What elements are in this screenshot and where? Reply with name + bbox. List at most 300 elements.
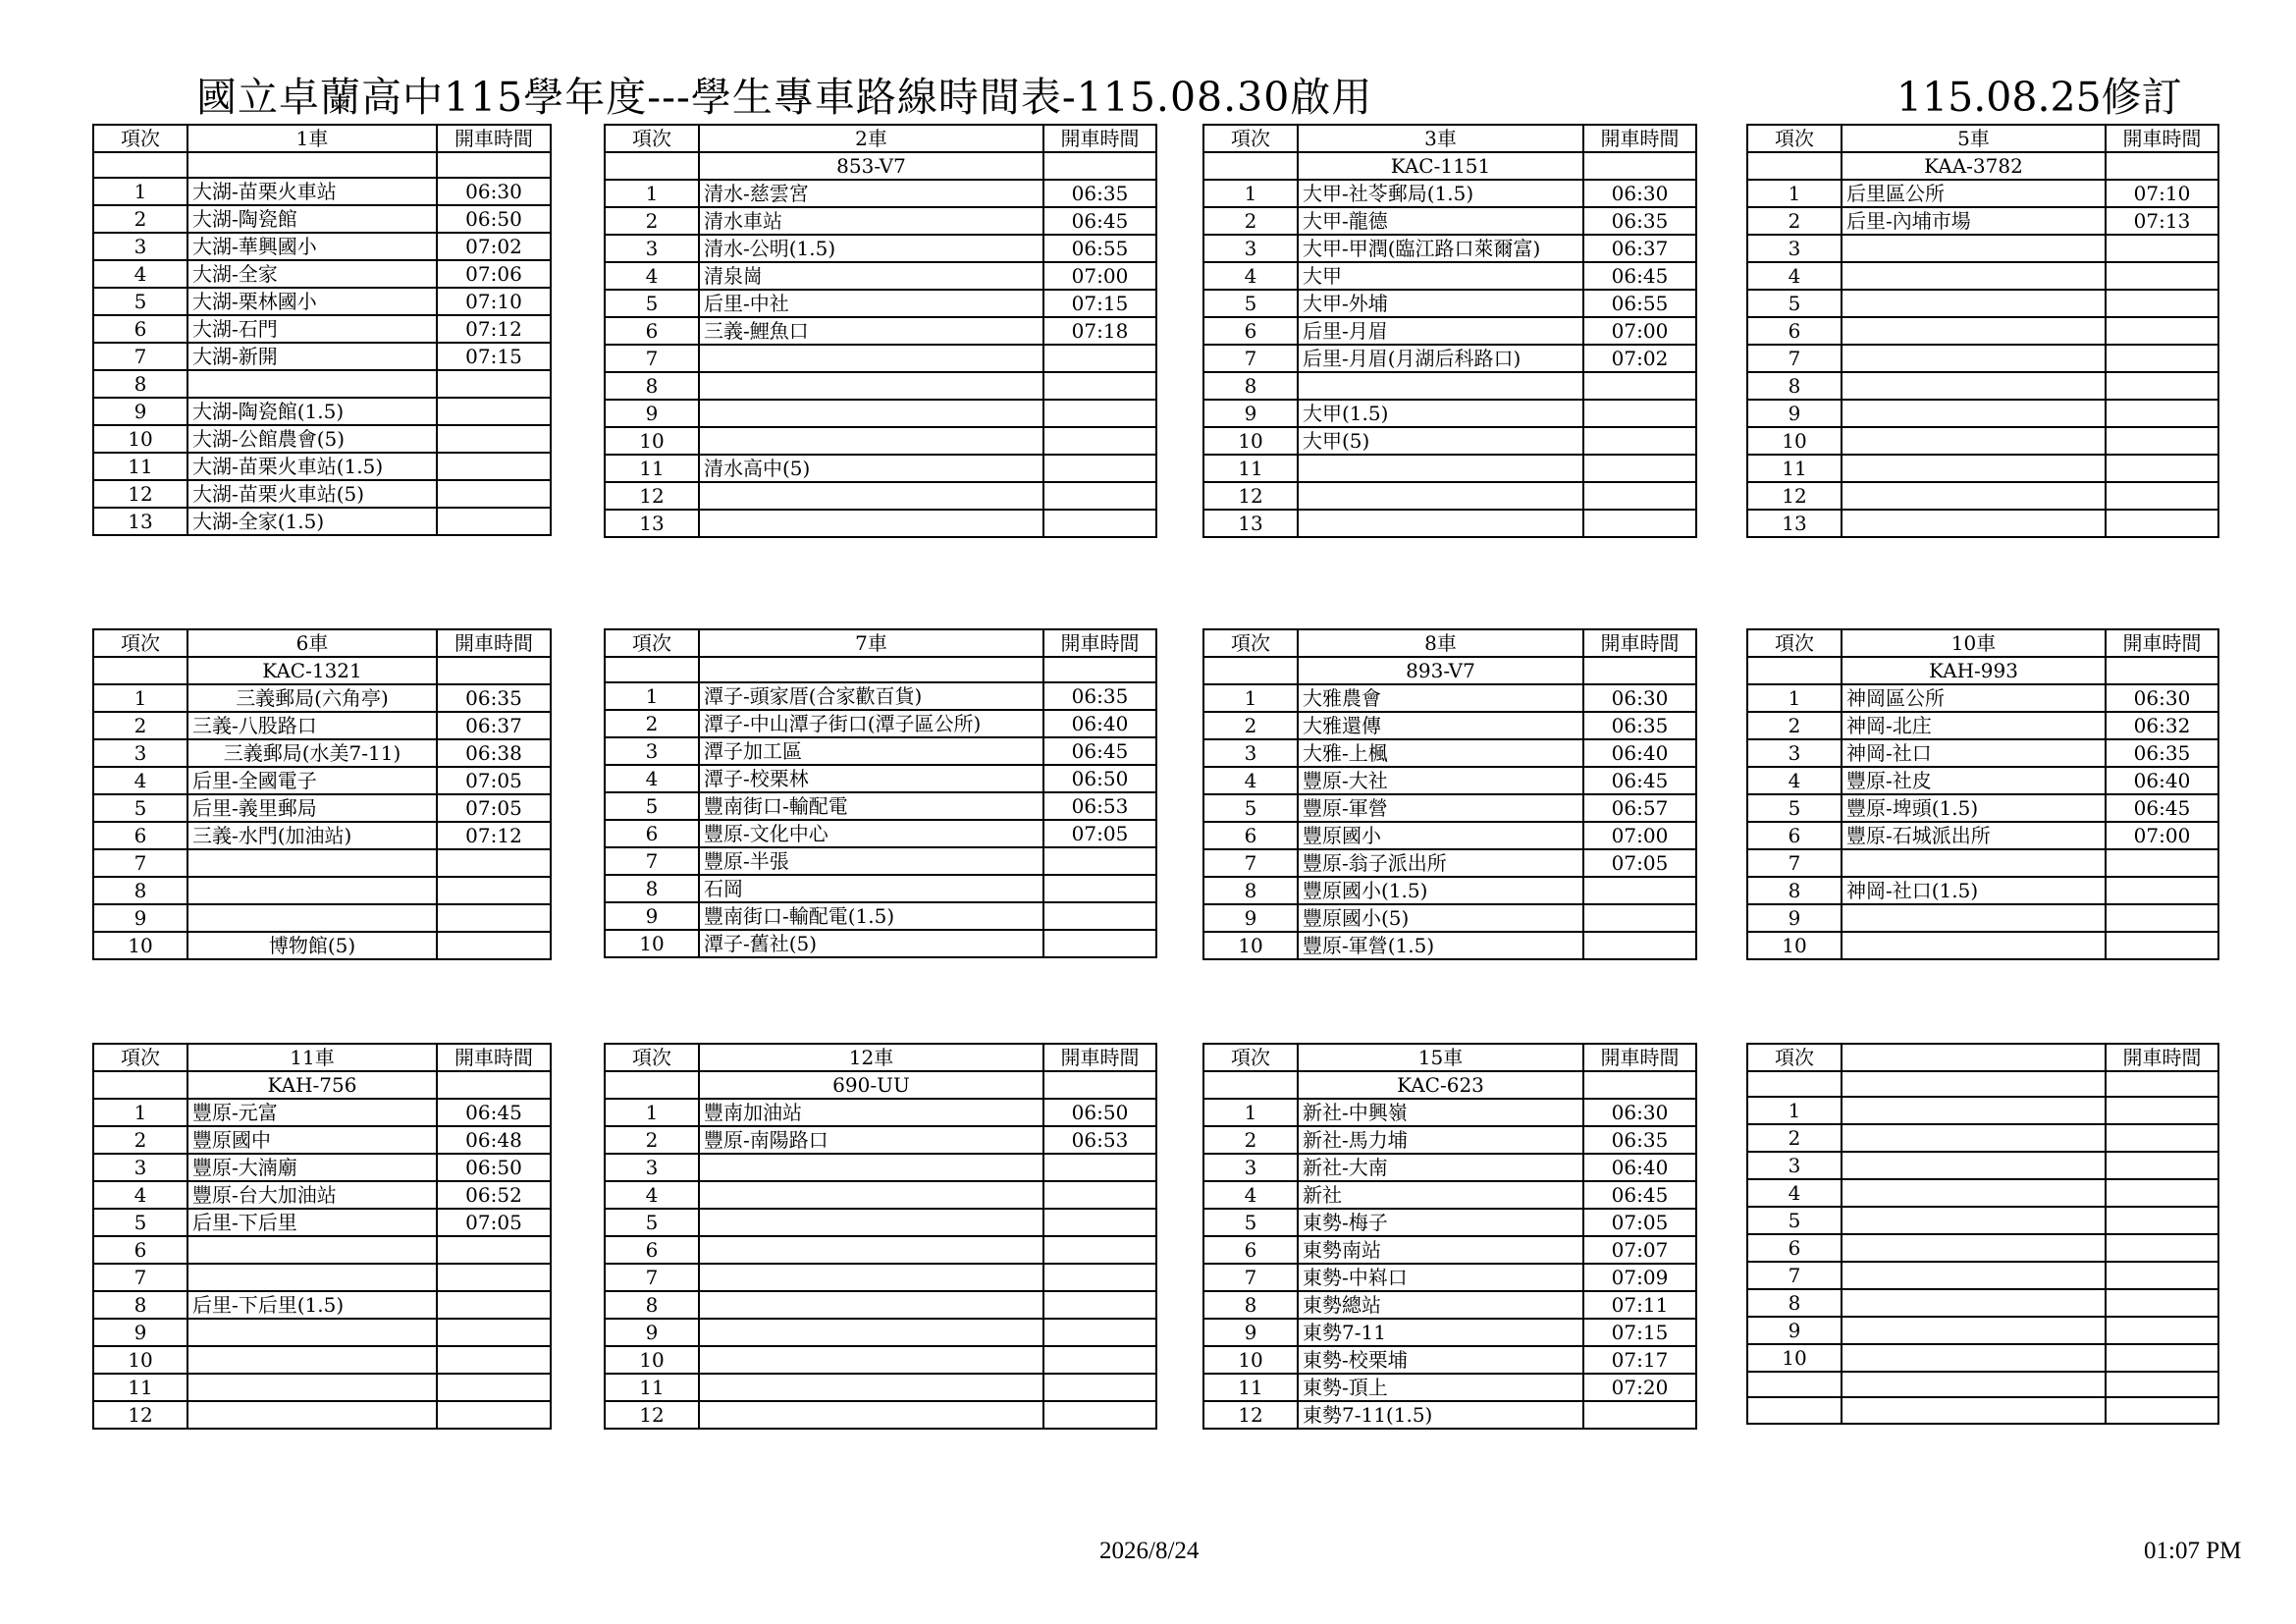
item-number: 1: [1747, 180, 1842, 207]
stop-name: 后里區公所: [1842, 180, 2106, 207]
stop-name: 東勢7-11: [1298, 1319, 1583, 1346]
table-row: [1747, 180, 2218, 207]
departure-time: [437, 877, 551, 904]
table-row: [605, 682, 1156, 710]
departure-time: 06:30: [1583, 684, 1696, 712]
time-header: 開車時間: [437, 125, 551, 152]
header-row: [1203, 125, 1696, 152]
stop-name: 豐原-埤頭(1.5): [1842, 794, 2106, 822]
table-row: [1203, 684, 1696, 712]
item-header: 項次: [1747, 125, 1842, 152]
item-number: 11: [605, 1374, 699, 1401]
stop-name: [699, 1346, 1043, 1374]
departure-time: [1043, 1346, 1156, 1374]
stop-name: 東勢7-11(1.5): [1298, 1401, 1583, 1429]
blank-cell: [605, 657, 699, 682]
route-table: [92, 1043, 552, 1430]
table-row: [1747, 1124, 2218, 1152]
route-table: [604, 1043, 1157, 1430]
table-row: [1747, 1397, 2218, 1423]
departure-time: 06:30: [437, 178, 551, 205]
item-header: 項次: [605, 629, 699, 657]
item-number: 3: [1747, 1152, 1842, 1179]
stop-name: [1842, 455, 2106, 482]
time-header: 開車時間: [437, 629, 551, 657]
item-number: 2: [93, 205, 187, 233]
plate-number: 853-V7: [699, 152, 1043, 180]
item-number: 4: [1747, 262, 1842, 290]
departure-time: 07:02: [1583, 345, 1696, 372]
stop-name: [1842, 1152, 2106, 1179]
stop-name: 豐原國小(5): [1298, 904, 1583, 932]
stop-name: 潭子-校栗林: [699, 765, 1043, 792]
departure-time: [1043, 1264, 1156, 1291]
item-number: 5: [1203, 290, 1298, 317]
stop-name: 后里-月眉(月湖后科路口): [1298, 345, 1583, 372]
table-row: [93, 1126, 551, 1154]
stop-name: [1842, 1397, 2106, 1423]
departure-time: [2106, 1262, 2218, 1289]
stop-name: 神岡區公所: [1842, 684, 2106, 712]
item-number: 4: [1203, 767, 1298, 794]
table-row: [1747, 1317, 2218, 1344]
plate-number: KAC-623: [1298, 1071, 1583, 1099]
stop-name: 新社-馬力埔: [1298, 1126, 1583, 1154]
table-row: [605, 235, 1156, 262]
departure-time: 07:05: [437, 794, 551, 822]
page-title: 國立卓蘭高中115學年度---學生專車路線時間表-115.08.30啟用: [196, 74, 1373, 121]
departure-time: [1043, 400, 1156, 427]
departure-time: 06:38: [437, 739, 551, 767]
item-number: 7: [1747, 345, 1842, 372]
table-row: [1203, 1319, 1696, 1346]
item-number: 5: [1203, 1209, 1298, 1236]
blank-cell: [605, 152, 699, 180]
table-row: [1747, 482, 2218, 510]
time-header: 開車時間: [2106, 629, 2218, 657]
item-number: 10: [1203, 427, 1298, 455]
table-row: [605, 317, 1156, 345]
departure-time: [437, 370, 551, 398]
header-row: [93, 1044, 551, 1071]
stop-name: [1842, 262, 2106, 290]
stop-name: 豐南街口-輸配電(1.5): [699, 902, 1043, 930]
stop-name: 三義郵局(六角亭): [187, 684, 437, 712]
departure-time: 06:55: [1583, 290, 1696, 317]
item-number: 10: [1747, 1344, 1842, 1372]
stop-name: 東勢-校栗埔: [1298, 1346, 1583, 1374]
header-row: [1203, 1044, 1696, 1071]
departure-time: [437, 932, 551, 959]
departure-time: 07:11: [1583, 1291, 1696, 1319]
item-number: 12: [1747, 482, 1842, 510]
bus-number: 2車: [699, 125, 1043, 152]
departure-time: 06:52: [437, 1181, 551, 1209]
item-number: 4: [1203, 262, 1298, 290]
stop-name: 豐原-社皮: [1842, 767, 2106, 794]
stop-name: 大甲: [1298, 262, 1583, 290]
item-number: 7: [605, 345, 699, 372]
table-row: [1203, 1154, 1696, 1181]
stop-name: [1842, 290, 2106, 317]
item-number: 5: [1747, 794, 1842, 822]
stop-name: 東勢-梅子: [1298, 1209, 1583, 1236]
table-row: [1203, 207, 1696, 235]
item-number: 6: [1203, 317, 1298, 345]
item-number: 8: [605, 1291, 699, 1319]
plate-row: [1747, 1071, 2218, 1097]
stop-name: [1298, 510, 1583, 537]
departure-time: [2106, 290, 2218, 317]
stop-name: [187, 877, 437, 904]
item-number: 11: [605, 455, 699, 482]
table-row: [93, 1209, 551, 1236]
stop-name: [187, 1236, 437, 1264]
departure-time: 06:55: [1043, 235, 1156, 262]
table-row: [1747, 794, 2218, 822]
departure-time: 06:35: [1583, 1126, 1696, 1154]
item-number: 7: [605, 1264, 699, 1291]
time-header: 開車時間: [1043, 125, 1156, 152]
departure-time: 07:20: [1583, 1374, 1696, 1401]
route-table: [92, 124, 552, 536]
table-row: [605, 1401, 1156, 1429]
departure-time: 06:50: [1043, 765, 1156, 792]
item-number: 8: [1747, 372, 1842, 400]
departure-time: 06:37: [437, 712, 551, 739]
item-number: 5: [93, 1209, 187, 1236]
route-table: [604, 124, 1157, 538]
item-number: 2: [605, 710, 699, 737]
table-row: [1203, 1374, 1696, 1401]
table-row: [93, 1374, 551, 1401]
departure-time: [2106, 262, 2218, 290]
departure-time: 07:05: [1043, 820, 1156, 847]
stop-name: [1842, 400, 2106, 427]
stop-name: [1842, 1207, 2106, 1234]
stop-name: 大雅-上楓: [1298, 739, 1583, 767]
header-row: [93, 629, 551, 657]
item-number: 1: [93, 684, 187, 712]
item-number: 7: [1203, 1264, 1298, 1291]
table-row: [605, 510, 1156, 537]
stop-name: [1298, 482, 1583, 510]
time-header: 開車時間: [1583, 629, 1696, 657]
blank-cell: [605, 1071, 699, 1099]
bus-number: 5車: [1842, 125, 2106, 152]
bus-number: 6車: [187, 629, 437, 657]
table-row: [1203, 1346, 1696, 1374]
stop-name: [1842, 1372, 2106, 1397]
table-row: [1747, 235, 2218, 262]
table-row: [93, 1099, 551, 1126]
item-number: 6: [1747, 822, 1842, 849]
departure-time: [1583, 510, 1696, 537]
departure-time: 07:00: [1043, 262, 1156, 290]
table-row: [1203, 345, 1696, 372]
stop-name: [1842, 849, 2106, 877]
stop-name: [699, 1291, 1043, 1319]
stop-name: [1842, 904, 2106, 932]
header-row: [605, 629, 1156, 657]
item-number: 2: [93, 1126, 187, 1154]
route-table: [1746, 628, 2219, 960]
blank-cell: [1747, 1071, 1842, 1097]
departure-time: [1043, 1401, 1156, 1429]
item-number: 9: [1747, 1317, 1842, 1344]
stop-name: 清泉崗: [699, 262, 1043, 290]
item-number: 6: [605, 1236, 699, 1264]
stop-name: 大雅還傳: [1298, 712, 1583, 739]
item-number: 7: [1747, 1262, 1842, 1289]
time-header: 開車時間: [1043, 629, 1156, 657]
table-row: [605, 875, 1156, 902]
item-number: 3: [93, 739, 187, 767]
table-row: [1203, 904, 1696, 932]
departure-time: 06:40: [1583, 739, 1696, 767]
departure-time: 06:45: [2106, 794, 2218, 822]
stop-name: 大甲-社苓郵局(1.5): [1298, 180, 1583, 207]
item-number: 10: [1747, 427, 1842, 455]
item-number: 6: [1203, 1236, 1298, 1264]
departure-time: [2106, 904, 2218, 932]
item-number: 8: [93, 877, 187, 904]
table-row: [605, 820, 1156, 847]
table-row: [1747, 345, 2218, 372]
table-row: [1747, 317, 2218, 345]
footer-date: 2026/8/24: [1099, 1538, 1200, 1564]
item-number: 3: [1747, 235, 1842, 262]
table-row: [93, 739, 551, 767]
item-header: 項次: [605, 1044, 699, 1071]
stop-name: 潭子-中山潭子街口(潭子區公所): [699, 710, 1043, 737]
item-number: 11: [93, 1374, 187, 1401]
plate-number: KAC-1151: [1298, 152, 1583, 180]
table-row: [93, 343, 551, 370]
item-number: 5: [93, 794, 187, 822]
table-row: [605, 792, 1156, 820]
stop-name: [699, 510, 1043, 537]
table-row: [605, 290, 1156, 317]
table-row: [605, 262, 1156, 290]
departure-time: 06:35: [1583, 712, 1696, 739]
item-number: 8: [1747, 1289, 1842, 1317]
table-row: [1747, 427, 2218, 455]
item-number: 7: [93, 343, 187, 370]
table-row: [1747, 1289, 2218, 1317]
stop-name: [187, 1319, 437, 1346]
departure-time: [1583, 1401, 1696, 1429]
stop-name: 豐原國中: [187, 1126, 437, 1154]
departure-time: 06:35: [1583, 207, 1696, 235]
plate-row: [93, 152, 551, 178]
bus-number: 11車: [187, 1044, 437, 1071]
departure-time: [2106, 1234, 2218, 1262]
blank-cell: [2106, 1071, 2218, 1097]
table-row: [605, 1154, 1156, 1181]
bus-number: 7車: [699, 629, 1043, 657]
item-number: 9: [605, 902, 699, 930]
stop-name: 大雅農會: [1298, 684, 1583, 712]
stop-name: 豐原-石城派出所: [1842, 822, 2106, 849]
table-row: [1747, 262, 2218, 290]
table-row: [1203, 739, 1696, 767]
departure-time: 06:35: [437, 684, 551, 712]
stop-name: 豐原-台大加油站: [187, 1181, 437, 1209]
table-row: [1203, 482, 1696, 510]
table-row: [605, 710, 1156, 737]
stop-name: 大甲-龍德: [1298, 207, 1583, 235]
departure-time: [437, 1236, 551, 1264]
blank-cell: [437, 1071, 551, 1099]
stop-name: [187, 370, 437, 398]
departure-time: [2106, 1207, 2218, 1234]
departure-time: 07:05: [1583, 1209, 1696, 1236]
item-number: 7: [605, 847, 699, 875]
item-number: 4: [93, 260, 187, 288]
table-row: [1203, 455, 1696, 482]
departure-time: [1043, 930, 1156, 957]
departure-time: 06:50: [437, 205, 551, 233]
table-row: [1203, 235, 1696, 262]
table-row: [1747, 822, 2218, 849]
stop-name: 大甲-外埔: [1298, 290, 1583, 317]
departure-time: [1043, 482, 1156, 510]
item-number: 12: [1203, 482, 1298, 510]
time-header: 開車時間: [2106, 1044, 2218, 1071]
item-number: 13: [1747, 510, 1842, 537]
table-row: [605, 1346, 1156, 1374]
item-header: 項次: [93, 1044, 187, 1071]
stop-name: [699, 1154, 1043, 1181]
departure-time: 06:53: [1043, 792, 1156, 820]
item-number: 1: [605, 682, 699, 710]
departure-time: [1043, 427, 1156, 455]
table-row: [93, 233, 551, 260]
table-row: [1203, 1181, 1696, 1209]
item-number: 8: [93, 370, 187, 398]
departure-time: 07:09: [1583, 1264, 1696, 1291]
table-row: [605, 207, 1156, 235]
item-header: 項次: [605, 125, 699, 152]
plate-row: [93, 1071, 551, 1099]
stop-name: [699, 1181, 1043, 1209]
table-row: [605, 737, 1156, 765]
plate-number: KAH-993: [1842, 657, 2106, 684]
item-header: 項次: [1747, 629, 1842, 657]
revision-date: 115.08.25修訂: [1896, 74, 2182, 121]
item-number: 11: [1203, 455, 1298, 482]
item-header: 項次: [1203, 629, 1298, 657]
stop-name: 清水-公明(1.5): [699, 235, 1043, 262]
item-number: 1: [1203, 1099, 1298, 1126]
stop-name: 大湖-華興國小: [187, 233, 437, 260]
blank-cell: [1583, 1071, 1696, 1099]
route-table: [1202, 628, 1697, 960]
departure-time: [437, 453, 551, 480]
departure-time: [2106, 427, 2218, 455]
stop-name: 清水車站: [699, 207, 1043, 235]
departure-time: [1043, 510, 1156, 537]
table-row: [1747, 1207, 2218, 1234]
stop-name: [187, 1401, 437, 1429]
stop-name: 大甲(1.5): [1298, 400, 1583, 427]
stop-name: [699, 427, 1043, 455]
departure-time: [437, 398, 551, 425]
item-number: 5: [605, 1209, 699, 1236]
item-number: 5: [1747, 1207, 1842, 1234]
table-row: [1747, 849, 2218, 877]
stop-name: 豐原-大社: [1298, 767, 1583, 794]
departure-time: [1583, 372, 1696, 400]
item-number: 4: [93, 1181, 187, 1209]
stop-name: 豐原-大湳廟: [187, 1154, 437, 1181]
table-row: [1203, 712, 1696, 739]
departure-time: 07:10: [437, 288, 551, 315]
departure-time: [1583, 400, 1696, 427]
table-row: [1747, 400, 2218, 427]
stop-name: [1842, 1289, 2106, 1317]
item-number: 13: [605, 510, 699, 537]
plate-number: 690-UU: [699, 1071, 1043, 1099]
item-number: 12: [605, 1401, 699, 1429]
item-number: 6: [93, 822, 187, 849]
departure-time: [2106, 1372, 2218, 1397]
table-row: [1203, 767, 1696, 794]
header-row: [1747, 629, 2218, 657]
stop-name: 大湖-栗林國小: [187, 288, 437, 315]
table-row: [1747, 510, 2218, 537]
stop-name: 三義-鯉魚口: [699, 317, 1043, 345]
stop-name: 東勢南站: [1298, 1236, 1583, 1264]
table-row: [1203, 262, 1696, 290]
time-header: 開車時間: [1583, 125, 1696, 152]
item-number: 5: [1203, 794, 1298, 822]
item-number: 10: [1203, 932, 1298, 959]
item-number: 1: [93, 1099, 187, 1126]
stop-name: 大湖-全家: [187, 260, 437, 288]
table-row: [93, 398, 551, 425]
item-header: 項次: [93, 125, 187, 152]
item-number: 6: [93, 1236, 187, 1264]
table-row: [1203, 510, 1696, 537]
table-row: [605, 180, 1156, 207]
departure-time: [2106, 1097, 2218, 1124]
time-header: 開車時間: [1583, 1044, 1696, 1071]
departure-time: [2106, 1179, 2218, 1207]
departure-time: [2106, 877, 2218, 904]
stop-name: [1842, 427, 2106, 455]
table-row: [1203, 1291, 1696, 1319]
item-number: 11: [1203, 1374, 1298, 1401]
stop-name: 神岡-社口(1.5): [1842, 877, 2106, 904]
item-number: 6: [1747, 317, 1842, 345]
item-number: 10: [605, 427, 699, 455]
item-number: 8: [1747, 877, 1842, 904]
stop-name: [187, 1346, 437, 1374]
departure-time: [2106, 1289, 2218, 1317]
table-row: [605, 1236, 1156, 1264]
plate-number: KAH-756: [187, 1071, 437, 1099]
table-row: [1203, 849, 1696, 877]
departure-time: 07:15: [1583, 1319, 1696, 1346]
item-number: 9: [93, 1319, 187, 1346]
blank-cell: [1043, 152, 1156, 180]
item-number: 3: [1747, 739, 1842, 767]
stop-name: [699, 372, 1043, 400]
time-header: 開車時間: [437, 1044, 551, 1071]
item-number: 4: [93, 767, 187, 794]
